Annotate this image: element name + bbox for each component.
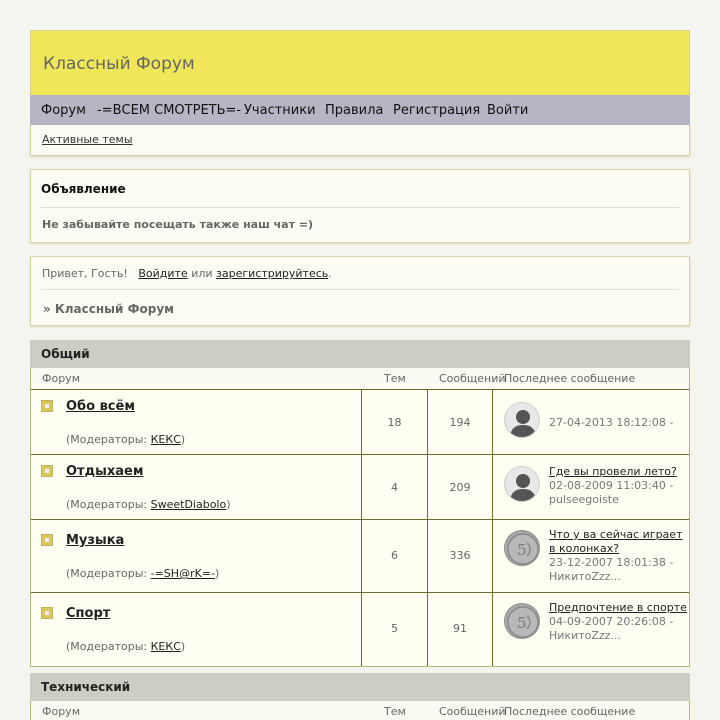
- forum-row: [31, 390, 689, 455]
- topics-count: 18: [387, 416, 402, 429]
- last-post-topic-link[interactable]: Что у ва сейчас играет в колонках?: [549, 528, 683, 555]
- column-last-post: Последнее сообщение: [504, 705, 636, 718]
- moderator-link[interactable]: КЕКС: [150, 433, 181, 446]
- forum-row: [31, 593, 689, 666]
- person-silhouette-icon[interactable]: [504, 402, 540, 438]
- column-posts: Сообщений: [439, 705, 506, 718]
- topics-count: 6: [391, 549, 398, 562]
- column-header-row: [31, 701, 689, 720]
- moderators-line: [66, 567, 219, 580]
- category-title: Технический: [41, 680, 131, 694]
- column-topics: Тем: [384, 372, 406, 385]
- announcement-panel: [30, 169, 690, 243]
- last-post-date: 23-12-2007 18:01:38 -: [549, 556, 674, 569]
- nav-item-rules[interactable]: Правила: [325, 103, 384, 118]
- mods-label: (Модераторы:: [66, 498, 151, 511]
- moderator-link[interactable]: SweetDiabolo: [150, 498, 227, 511]
- column-posts: Сообщений: [439, 372, 506, 385]
- announcement-text: Не забывайте посещать также наш чат =): [42, 218, 314, 231]
- mods-label: (Модераторы:: [66, 567, 151, 580]
- nav-item-watch-all[interactable]: -=ВСЕМ СМОТРЕТЬ=-: [97, 103, 242, 118]
- last-post-cell: [493, 390, 689, 454]
- forum-cell: [31, 390, 362, 454]
- last-post-date: 27-04-2013 18:12:08 -: [549, 416, 674, 429]
- last-post-author: НикитоZzz...: [549, 629, 621, 642]
- last-post-author: pulseegoiste: [549, 493, 619, 506]
- last-post-topic-link[interactable]: Где вы провели лето?: [549, 465, 677, 478]
- posts-cell: [428, 593, 493, 666]
- last-post-cell: [493, 593, 689, 666]
- last-post-info: [549, 528, 687, 584]
- column-last-post: Последнее сообщение: [504, 372, 636, 385]
- last-post-author: НикитоZzz...: [549, 570, 621, 583]
- posts-count: 336: [449, 549, 471, 562]
- topics-cell: [362, 455, 428, 519]
- mods-suffix: ): [226, 498, 231, 511]
- moderator-link[interactable]: КЕКС: [150, 640, 181, 653]
- topics-cell: [362, 520, 428, 592]
- topics-cell: [362, 390, 428, 454]
- mods-label: (Модераторы:: [66, 640, 151, 653]
- topics-count: 5: [391, 622, 398, 635]
- nav-item-login[interactable]: Войти: [487, 103, 529, 118]
- last-post-date: 02-08-2009 11:03:40 -: [549, 479, 674, 492]
- column-forum: Форум: [42, 372, 80, 385]
- forum-status-icon: [41, 465, 53, 477]
- main-navbar: [30, 95, 690, 125]
- last-post-info: [549, 601, 687, 643]
- topics-cell: [362, 593, 428, 666]
- last-post-cell: [493, 455, 689, 519]
- svg-text:5: 5: [517, 541, 527, 559]
- welcome-panel: [30, 256, 690, 326]
- posts-count: 209: [449, 481, 471, 494]
- forum-table-technical: [30, 701, 690, 720]
- mods-label: (Модераторы:: [66, 433, 151, 446]
- mods-suffix: ): [180, 433, 186, 446]
- posts-count: 194: [449, 416, 471, 429]
- forum-table-general: [30, 368, 690, 667]
- category-header-general: [30, 340, 690, 368]
- register-link[interactable]: зарегистрируйтесь: [216, 267, 329, 280]
- topics-count: 4: [391, 481, 398, 494]
- breadcrumb: » Классный Форум: [43, 302, 174, 316]
- svg-text:5: 5: [517, 614, 527, 632]
- nav-item-members[interactable]: Участники: [244, 103, 316, 118]
- column-topics: Тем: [384, 705, 406, 718]
- person-silhouette-icon[interactable]: [504, 466, 540, 502]
- divider: [41, 207, 679, 208]
- welcome-line: [42, 267, 332, 280]
- posts-count: 91: [453, 622, 467, 635]
- mods-suffix: ): [180, 640, 186, 653]
- category-header-technical: [30, 673, 690, 701]
- column-header-row: [31, 368, 689, 390]
- nav-item-register[interactable]: Регистрация: [393, 103, 481, 118]
- moderators-line: [66, 498, 231, 511]
- nav-item-forum[interactable]: Форум: [41, 103, 86, 118]
- forum-name-link[interactable]: Отдыхаем: [66, 464, 144, 479]
- posts-cell: [428, 520, 493, 592]
- last-post-date: 04-09-2007 20:26:08 -: [549, 615, 674, 628]
- forum-name-link[interactable]: Спорт: [66, 606, 111, 621]
- forum-name-link[interactable]: Музыка: [66, 533, 125, 548]
- sub-navbar: [30, 125, 690, 156]
- column-forum: Форум: [42, 705, 80, 718]
- posts-cell: [428, 390, 493, 454]
- forum-cell: [31, 455, 362, 519]
- moderators-line: [66, 433, 185, 446]
- active-topics-link[interactable]: Активные темы: [42, 133, 133, 146]
- forum-cell: [31, 593, 362, 666]
- last-post-topic-link[interactable]: Предпочтение в спорте: [549, 601, 687, 614]
- forum-name-link[interactable]: Обо всём: [66, 399, 135, 414]
- last-post-cell: [493, 520, 689, 592]
- forum-row: [31, 455, 689, 520]
- or-text: или: [191, 267, 213, 280]
- forum-cell: [31, 520, 362, 592]
- period-text: .: [328, 267, 332, 280]
- divider: [41, 289, 679, 290]
- forum-row: [31, 520, 689, 593]
- last-post-info: [549, 416, 687, 430]
- login-link[interactable]: Войдите: [138, 267, 188, 280]
- mods-suffix: ): [215, 567, 220, 580]
- forum-status-icon: [41, 534, 53, 546]
- site-header: [30, 30, 690, 95]
- announcement-title: Объявление: [41, 182, 126, 196]
- moderators-line: [66, 640, 185, 653]
- coin-icon[interactable]: [504, 603, 540, 639]
- category-title: Общий: [41, 347, 90, 361]
- site-title: Классный Форум: [43, 54, 195, 74]
- greeting-text: Привет, Гость!: [42, 267, 128, 280]
- last-post-info: [549, 465, 687, 507]
- moderator-link[interactable]: -=SH@rK=-: [150, 567, 215, 580]
- forum-status-icon: [41, 400, 53, 412]
- forum-status-icon: [41, 607, 53, 619]
- posts-cell: [428, 455, 493, 519]
- coin-icon[interactable]: [504, 530, 540, 566]
